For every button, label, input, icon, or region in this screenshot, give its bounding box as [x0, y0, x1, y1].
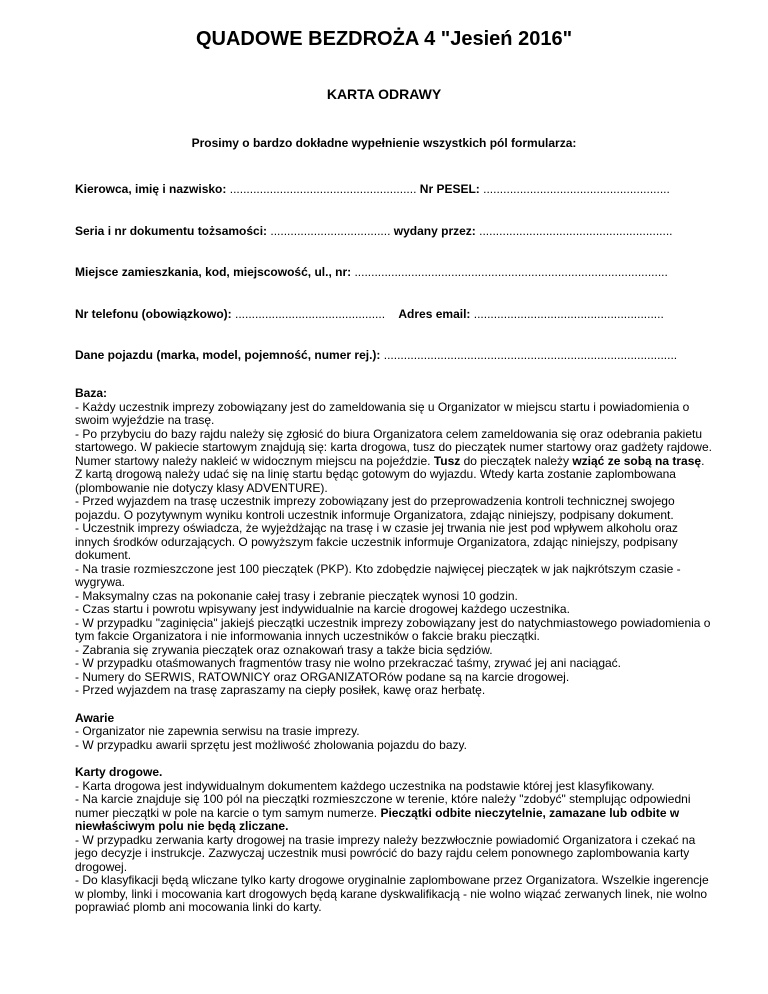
awarie-line: - Organizator nie zapewnia serwisu na trasie imprezy. [75, 724, 360, 738]
driver-field[interactable]: ........................................................ [229, 182, 417, 196]
driver-label: Kierowca, imię i nazwisko: [75, 182, 227, 196]
email-label: Adres email: [398, 307, 471, 321]
document-title: QUADOWE BEZDROŻA 4 "Jesień 2016" [195, 28, 573, 50]
document-subtitle: KARTA ODRAWY [326, 86, 442, 102]
karty-line: - Karta drogowa jest indywidualnym dokumentem każdego uczestnika na podstawie której jest klasyfikowany. [75, 778, 655, 793]
pesel-label: Nr PESEL: [419, 182, 480, 196]
baza-line: - Przed wyjazdem na trasę zapraszamy na ciepły posiłek, kawę oraz herbatę. [75, 683, 486, 697]
baza-line: - Po przybyciu do bazy rajdu należy się zgłosić do biura Organizatora celem zameldowania się oraz odebrania pakietu startowego. W pakiecie startowym znajdują się: karta drogowa, tusz do pieczątek numer startowy oraz gadżety rajdowe. [75, 426, 712, 454]
baza-line: - Czas startu i powrotu wpisywany jest indywidualnie na karcie drogowej każdego uczestnika. [75, 602, 570, 616]
address-row [75, 265, 668, 279]
email-field[interactable]: ......................................................... [473, 307, 664, 321]
baza-line: - Numery do SERWIS, RATOWNICY oraz ORGANIZATORów podane są na karcie drogowej. [75, 669, 570, 684]
vehicle-field[interactable]: ........................................................................................ [383, 348, 678, 362]
rules-section [75, 387, 715, 915]
baza-line: - Przed wyjazdem na trasę uczestnik imprezy zobowiązany jest do przeprowadzenia kontroli technicznej swojego pojazdu. O pozytywnym wyniku kontroli uczestnik informuje Organizatora, zdając niniejszy, podpisany dokument. [75, 494, 675, 522]
baza-line: - Maksymalny czas na pokonanie całej trasy i zebranie pieczątek wynosi 10 godzin. [75, 588, 518, 603]
vehicle-label: Dane pojazdu (marka, model, pojemność, numer rej.): [75, 348, 381, 362]
id-label: Seria i nr dokumentu tożsamości: [75, 224, 268, 238]
baza-line: - W przypadku "zaginięcia" jakiejś pieczątki uczestnik imprezy zobowiązany jest do natychmiastowego powiadomienia o tym fakcie Organizatora i nie informowania innych uczestników o fakcie braku pieczątki. [75, 615, 711, 643]
issued-field[interactable]: .......................................................... [479, 224, 673, 238]
address-field[interactable]: .............................................................................................. [354, 265, 668, 279]
id-field[interactable]: .................................... [270, 224, 391, 238]
vehicle-row [75, 348, 677, 362]
phone-field[interactable]: ............................................. [235, 307, 386, 321]
baza-line: Numer startowy należy nakleić w widocznym miejscu na pojeździe. Tusz do pieczątek należy wziąć ze sobą na trasę. Z kartą drogową należy udać się na linię startu będąc gotowym do wyjazdu. Wtedy karta zostanie zaplombowana (plombowanie nie dotyczy klasy ADVENTURE). [75, 453, 705, 495]
baza-line: - Każdy uczestnik imprezy zobowiązany jest do zameldowania się u Organizator w miejscu startu i powiadomienia o swoim wyjeździe na trasę. [75, 399, 690, 427]
pesel-field[interactable]: ........................................................ [483, 182, 670, 196]
karty-heading: Karty drogowe. [75, 765, 163, 779]
baza-line: - W przypadku otaśmowanych fragmentów trasy nie wolno przekraczać taśmy, zrywać jej ani naciągać. [75, 656, 621, 670]
phone-label: Nr telefonu (obowiązkowo): [75, 307, 232, 321]
baza-line: - Zabrania się zrywania pieczątek oraz oznakowań trasy a także bicia sędziów. [75, 642, 493, 657]
driver-row [75, 182, 670, 196]
karty-line: - Do klasyfikacji będą wliczane tylko karty drogowe oryginalnie zaplombowane przez Organizatora. Wszelkie ingerencje w plomby, linki i mocowania kart drogowych będą karane dyskwalifikacją - nie wolno wiązać zerwanych linek, nie wolno poprawiać plomb ani mocowania linki do karty. [75, 873, 709, 914]
phone-row [75, 307, 664, 321]
awarie-line: - W przypadku awarii sprzętu jest możliwość zholowania pojazdu do bazy. [75, 737, 467, 752]
karty-line: - W przypadku zerwania karty drogowej na trasie imprezy należy bezzwłocznie powiadomić Organizatora i czekać na jego decyzje i instrukcje. Zazwyczaj uczestnik musi powrócić do bazy rajdu celem ponownego zaplombowania karty drogowej. [75, 832, 696, 874]
address-label: Miejsce zamieszkania, kod, miejscowość, ul., nr: [75, 265, 352, 279]
awarie-heading: Awarie [75, 710, 115, 725]
baza-line: - Uczestnik imprezy oświadcza, że wyjeżdżając na trasę i w czasie jej trwania nie jest pod wpływem alkoholu oraz innych środków odurzających. O powyższym fakcie uczestnik informuje Organizatora, zdając niniejszy, podpisany dokument. [75, 521, 678, 562]
baza-line: - Na trasie rozmieszczone jest 100 pieczątek (PKP). Kto zdobędzie najwięcej pieczątek w jak najkrótszym czasie - wygrywa. [75, 561, 681, 589]
karty-line: - Na karcie znajduje się 100 pól na pieczątki rozmieszczone w terenie, które należy "zdobyć" stemplując odpowiedni numer pieczątki w pole na karcie o tym samym numerze. Pieczątki odbite nieczytelnie, zamazane lub odbite w niewłaściwym polu nie będą zliczane. [75, 792, 691, 833]
id-row [75, 224, 673, 238]
baza-heading: Baza: [75, 386, 108, 400]
issued-label: wydany przez: [393, 224, 476, 238]
form-intro: Prosimy o bardzo dokładne wypełnienie wszystkich pól formularza: [191, 136, 577, 150]
